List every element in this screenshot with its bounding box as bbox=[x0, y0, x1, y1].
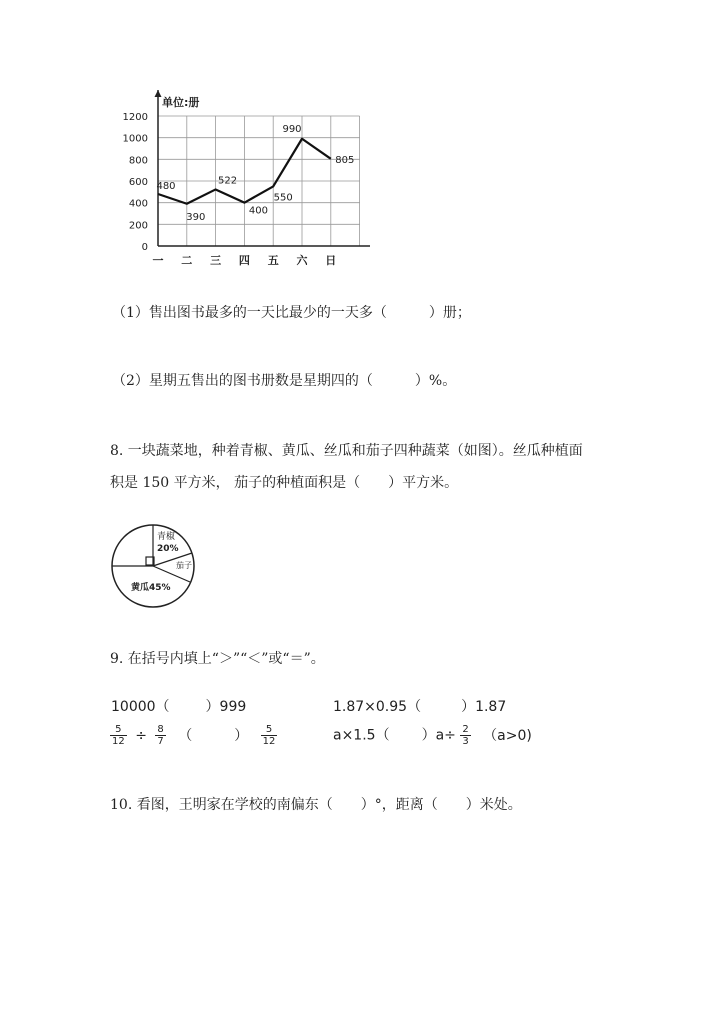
answer-blank: （ ） bbox=[178, 727, 249, 744]
x-tick-0: 一 bbox=[152, 254, 164, 267]
q9-r2r-c: （a>0) bbox=[483, 727, 532, 744]
line-chart bbox=[110, 90, 370, 275]
data-label-550: 550 bbox=[273, 192, 293, 204]
data-labels bbox=[156, 124, 354, 223]
x-tick-5: 六 bbox=[296, 254, 308, 267]
y-tick-200: 200 bbox=[128, 220, 148, 232]
q9-r1r-a: 1.87×0.95（ bbox=[333, 699, 422, 715]
fraction-2-3: $\frac{2}{3}$ bbox=[462, 724, 469, 747]
q8-line2: 积是 150 平方米， 茄子的种植面积是（ ）平方米。 bbox=[110, 475, 459, 491]
y-tick-600: 600 bbox=[128, 177, 148, 188]
q9-r1l-a: 10000（ bbox=[111, 699, 170, 715]
y-tick-labels bbox=[123, 112, 148, 253]
data-label-990: 990 bbox=[282, 123, 302, 135]
q9-r2r-a: a×1.5（ bbox=[333, 727, 390, 744]
q9-r1l-b: ）999 bbox=[205, 699, 247, 715]
q8-line1: 8. 一块蔬菜地，种着青椒、黄瓜、丝瓜和茄子四种蔬菜（如图）。丝瓜种植面 bbox=[110, 443, 583, 459]
pie-label-qingjiao: 青椒 bbox=[157, 532, 176, 542]
x-tick-3: 四 bbox=[238, 254, 250, 267]
data-label-400: 400 bbox=[248, 205, 268, 217]
pie-label-huanggua: 黄瓜45% bbox=[131, 583, 171, 593]
q10-line: 10. 看图，王明家在学校的南偏东（ ）°，距离（ ）米处。 bbox=[110, 797, 522, 813]
divide-sign: ÷ bbox=[135, 727, 147, 744]
q9-row1-right bbox=[333, 696, 506, 716]
chart-grid bbox=[158, 116, 360, 246]
pie-chart bbox=[105, 522, 205, 612]
q9-r2r-b: ）a÷ bbox=[421, 727, 456, 744]
data-label-805: 805 bbox=[335, 154, 355, 166]
data-label-390: 390 bbox=[186, 211, 206, 223]
q9-title: 9. 在括号内填上“＞”“＜”或“＝”。 bbox=[110, 651, 325, 667]
x-tick-1: 二 bbox=[181, 254, 193, 267]
fraction-5-12-b: $\frac{5}{12}$ bbox=[262, 724, 276, 747]
fraction-8-7: $\frac{8}{7}$ bbox=[157, 724, 164, 747]
q9-row2-left bbox=[110, 724, 277, 747]
y-tick-400: 400 bbox=[128, 198, 148, 210]
pie-label-qiezi: 茄子 bbox=[176, 561, 192, 570]
x-tick-4: 五 bbox=[267, 254, 279, 267]
q9-row2-right bbox=[333, 724, 532, 747]
y-tick-0: 0 bbox=[141, 242, 148, 253]
y-tick-800: 800 bbox=[128, 155, 148, 167]
x-tick-6: 日 bbox=[325, 254, 337, 267]
data-label-480: 480 bbox=[156, 181, 176, 192]
fraction-5-12-a: $\frac{5}{12}$ bbox=[112, 724, 125, 747]
q9-row1-left bbox=[111, 696, 246, 716]
q7-part1: （1）售出图书最多的一天比最少的一天多（ ）册； bbox=[112, 305, 471, 321]
y-tick-1200: 1200 bbox=[122, 112, 148, 123]
y-tick-1000: 1000 bbox=[122, 133, 148, 145]
y-axis-arrow bbox=[155, 90, 162, 97]
q9-r1r-b: ）1.87 bbox=[461, 699, 507, 715]
x-tick-labels bbox=[153, 253, 337, 267]
unit-label: 单位:册 bbox=[162, 96, 200, 109]
data-label-522: 522 bbox=[218, 175, 238, 187]
x-tick-2: 三 bbox=[210, 254, 222, 267]
q7-part2: （2）星期五售出的图书册数是星期四的（ ）%。 bbox=[112, 373, 457, 389]
pie-label-qingjiao-pct: 20% bbox=[157, 544, 179, 554]
